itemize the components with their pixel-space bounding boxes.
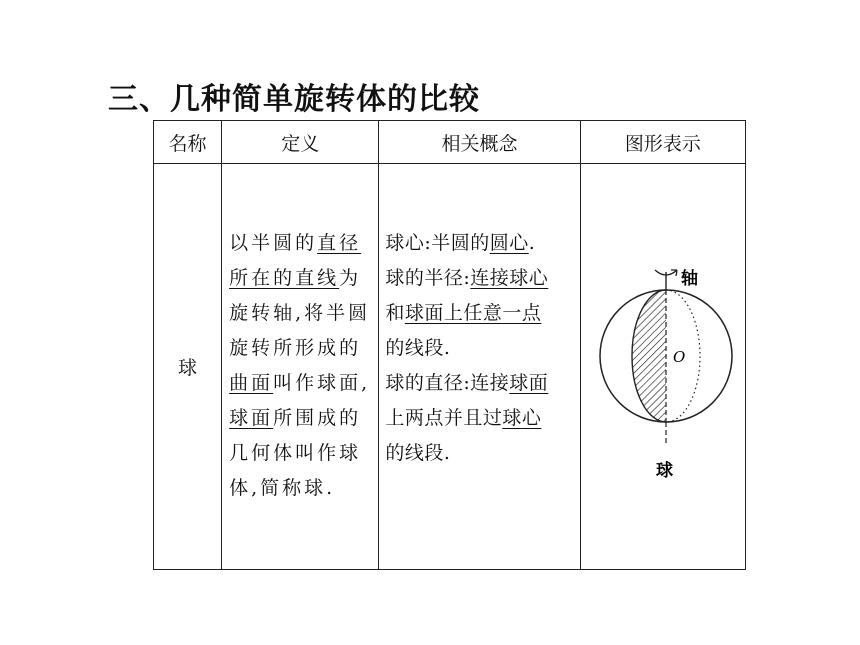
concept-line (385, 296, 579, 331)
header-figure: 图形表示 (580, 121, 745, 164)
definition-text: 旋转所形成的 (229, 337, 362, 359)
cell-name: 球 (154, 164, 222, 570)
concept-text: 的线段. (385, 442, 451, 464)
concept-line (385, 226, 579, 261)
definition-line (229, 436, 378, 471)
definition-underlined-term: 所在的直线 (229, 267, 340, 289)
concept-text: 球心:半圆的 (385, 232, 490, 254)
shaded-semicircle (632, 290, 666, 422)
definition-text: 几何体叫作球 (229, 442, 362, 464)
definition-text: 以半圆的 (229, 232, 318, 254)
concept-line (385, 401, 579, 436)
definition-text: 所围成的 (273, 407, 362, 429)
definition-text: 叫作球面, (273, 372, 371, 394)
definition-text: 旋转轴,将半圆 (229, 302, 371, 324)
concept-line (385, 366, 579, 401)
definition-line (229, 296, 378, 331)
definition-underlined-term: 球面 (229, 407, 274, 429)
header-definition: 定义 (222, 121, 379, 164)
definition-underlined-term: 曲面 (229, 372, 274, 394)
cell-concepts (379, 164, 580, 570)
definition-line (229, 366, 378, 401)
comparison-table (153, 120, 746, 570)
definition-text (222, 164, 378, 506)
definition-text: 体,简称球. (229, 477, 336, 499)
concept-text: 上两点并且过 (385, 407, 503, 429)
concepts-text (379, 164, 579, 471)
concept-underlined-term: 圆心 (489, 232, 529, 254)
definition-line (229, 471, 378, 506)
concept-underlined-term: 球心 (502, 407, 542, 429)
axis-label: 轴 (680, 269, 698, 289)
concept-text: 球的直径:连接 (385, 372, 510, 394)
concept-line (385, 436, 579, 471)
header-concepts: 相关概念 (379, 121, 580, 164)
concept-line (385, 261, 579, 296)
concept-line (385, 331, 579, 366)
concept-underlined-term: 球面上任意一点 (404, 302, 542, 324)
concept-text: 球的半径: (385, 267, 471, 289)
table-header-row (154, 121, 746, 164)
concept-text: 和 (385, 302, 405, 324)
concept-text: . (528, 232, 536, 254)
definition-underlined-term: 直径 (317, 232, 362, 254)
definition-line (229, 261, 378, 296)
definition-text: 为 (339, 267, 362, 289)
center-label: O (672, 348, 686, 366)
sphere-figure (581, 164, 746, 570)
page-heading: 三、几种简单旋转体的比较 (108, 82, 480, 117)
table-row (154, 164, 746, 570)
figure-caption: 球 (655, 461, 673, 481)
definition-line (229, 401, 378, 436)
header-name: 名称 (154, 121, 222, 164)
concept-underlined-term: 球面 (509, 372, 549, 394)
definition-line (229, 331, 378, 366)
concept-underlined-term: 连接球心 (470, 267, 549, 289)
definition-line (229, 226, 378, 261)
concept-text: 的线段. (385, 337, 451, 359)
cell-figure (580, 164, 745, 570)
cell-definition (222, 164, 379, 570)
